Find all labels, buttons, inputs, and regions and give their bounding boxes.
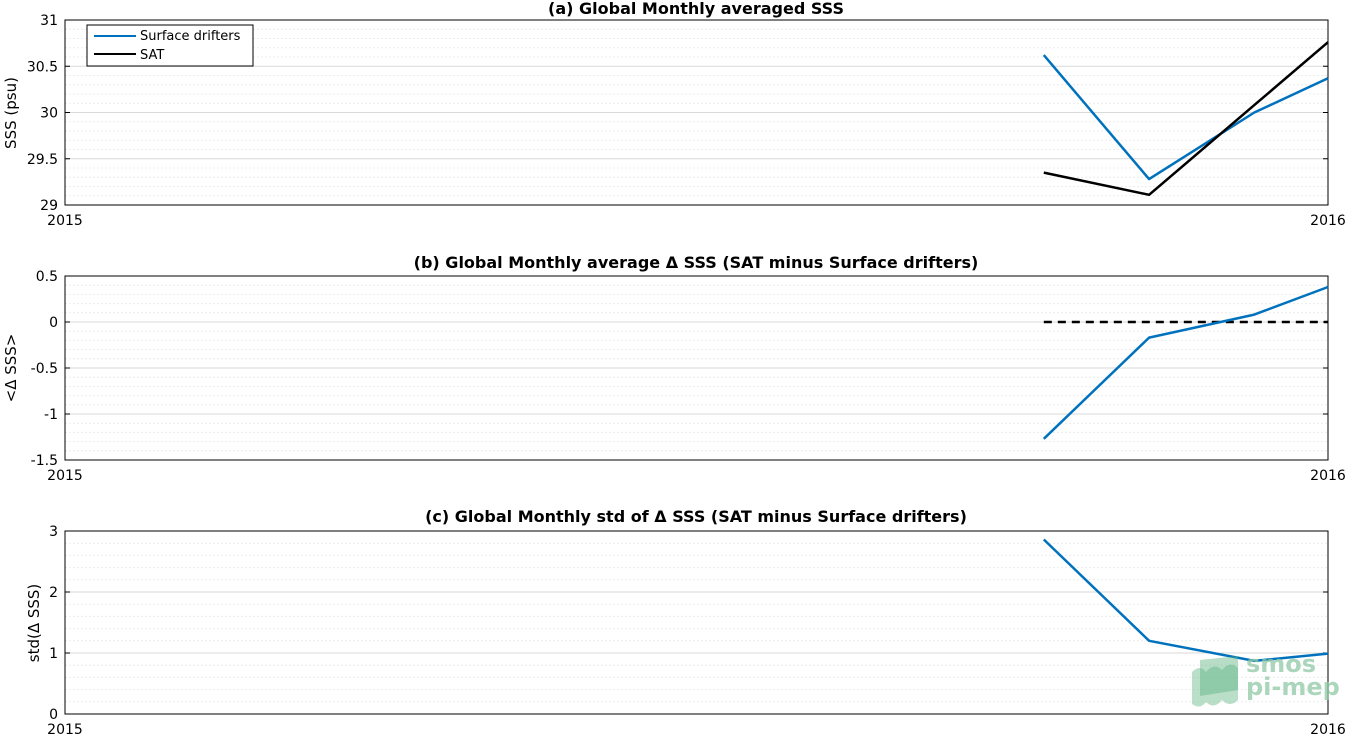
series-line-0 [1044, 287, 1328, 439]
legend [87, 25, 253, 66]
series-line-0 [1044, 540, 1328, 661]
chart-title: (a) Global Monthly averaged SSS [548, 0, 844, 18]
x-tick-label: 2016 [1310, 468, 1346, 484]
y-tick-label: 3 [49, 524, 58, 540]
x-axis-ticks [47, 468, 1346, 484]
x-axis-ticks [47, 722, 1346, 736]
y-axis-label: <Δ SSS> [2, 333, 20, 403]
y-tick-label: 29.5 [26, 151, 58, 168]
y-axis-label: SSS (psu) [2, 77, 20, 149]
y-tick-label: 0 [49, 707, 58, 723]
series-layer [1044, 42, 1328, 195]
x-axis-ticks [47, 213, 1346, 229]
y-tick-label: -0.5 [30, 361, 58, 377]
chart-title: (b) Global Monthly average Δ SSS (SAT minus Surface drifters) [413, 253, 979, 272]
y-axis-ticks [49, 524, 1328, 723]
series-line-surface-drifters [1044, 55, 1328, 179]
y-axis-ticks [31, 269, 1328, 469]
legend-label-surface-drifters: Surface drifters [140, 29, 241, 44]
panel-c [25, 507, 1346, 736]
x-tick-label: 2015 [47, 213, 83, 229]
series-layer [1044, 287, 1328, 439]
y-tick-label: 31 [40, 13, 58, 29]
y-tick-label: 0 [49, 315, 58, 331]
y-axis-label: std(Δ SSS) [25, 583, 43, 663]
y-tick-label: 1 [49, 646, 58, 662]
x-tick-label: 2016 [1310, 722, 1346, 736]
panel-a [2, 0, 1346, 229]
grid [65, 20, 1328, 205]
y-tick-label: 30 [40, 105, 58, 122]
x-tick-label: 2016 [1310, 213, 1346, 229]
y-tick-label: 30.5 [26, 59, 58, 76]
chart-title: (c) Global Monthly std of Δ SSS (SAT minus Surface drifters) [425, 507, 967, 526]
logo-wave-shape [1200, 656, 1238, 696]
y-tick-label: 29 [40, 198, 58, 214]
y-tick-label: -1.5 [30, 453, 58, 469]
grid [65, 531, 1328, 714]
x-tick-label: 2015 [47, 468, 83, 484]
legend-label-sat: SAT [140, 48, 165, 63]
logo-text-line2: pi-mep [1246, 673, 1340, 701]
y-tick-label: 0.5 [35, 269, 58, 285]
x-tick-label: 2015 [47, 722, 83, 736]
smos-pi-mep-logo [1192, 650, 1340, 707]
grid [65, 276, 1328, 460]
logo-text-line1: smos [1246, 650, 1317, 678]
y-tick-label: 2 [49, 585, 58, 601]
series-line-sat [1044, 42, 1328, 195]
y-tick-label: -1 [44, 407, 58, 423]
series-layer [1044, 540, 1328, 661]
panel-b [2, 253, 1346, 484]
plot-area-frame [65, 531, 1328, 714]
